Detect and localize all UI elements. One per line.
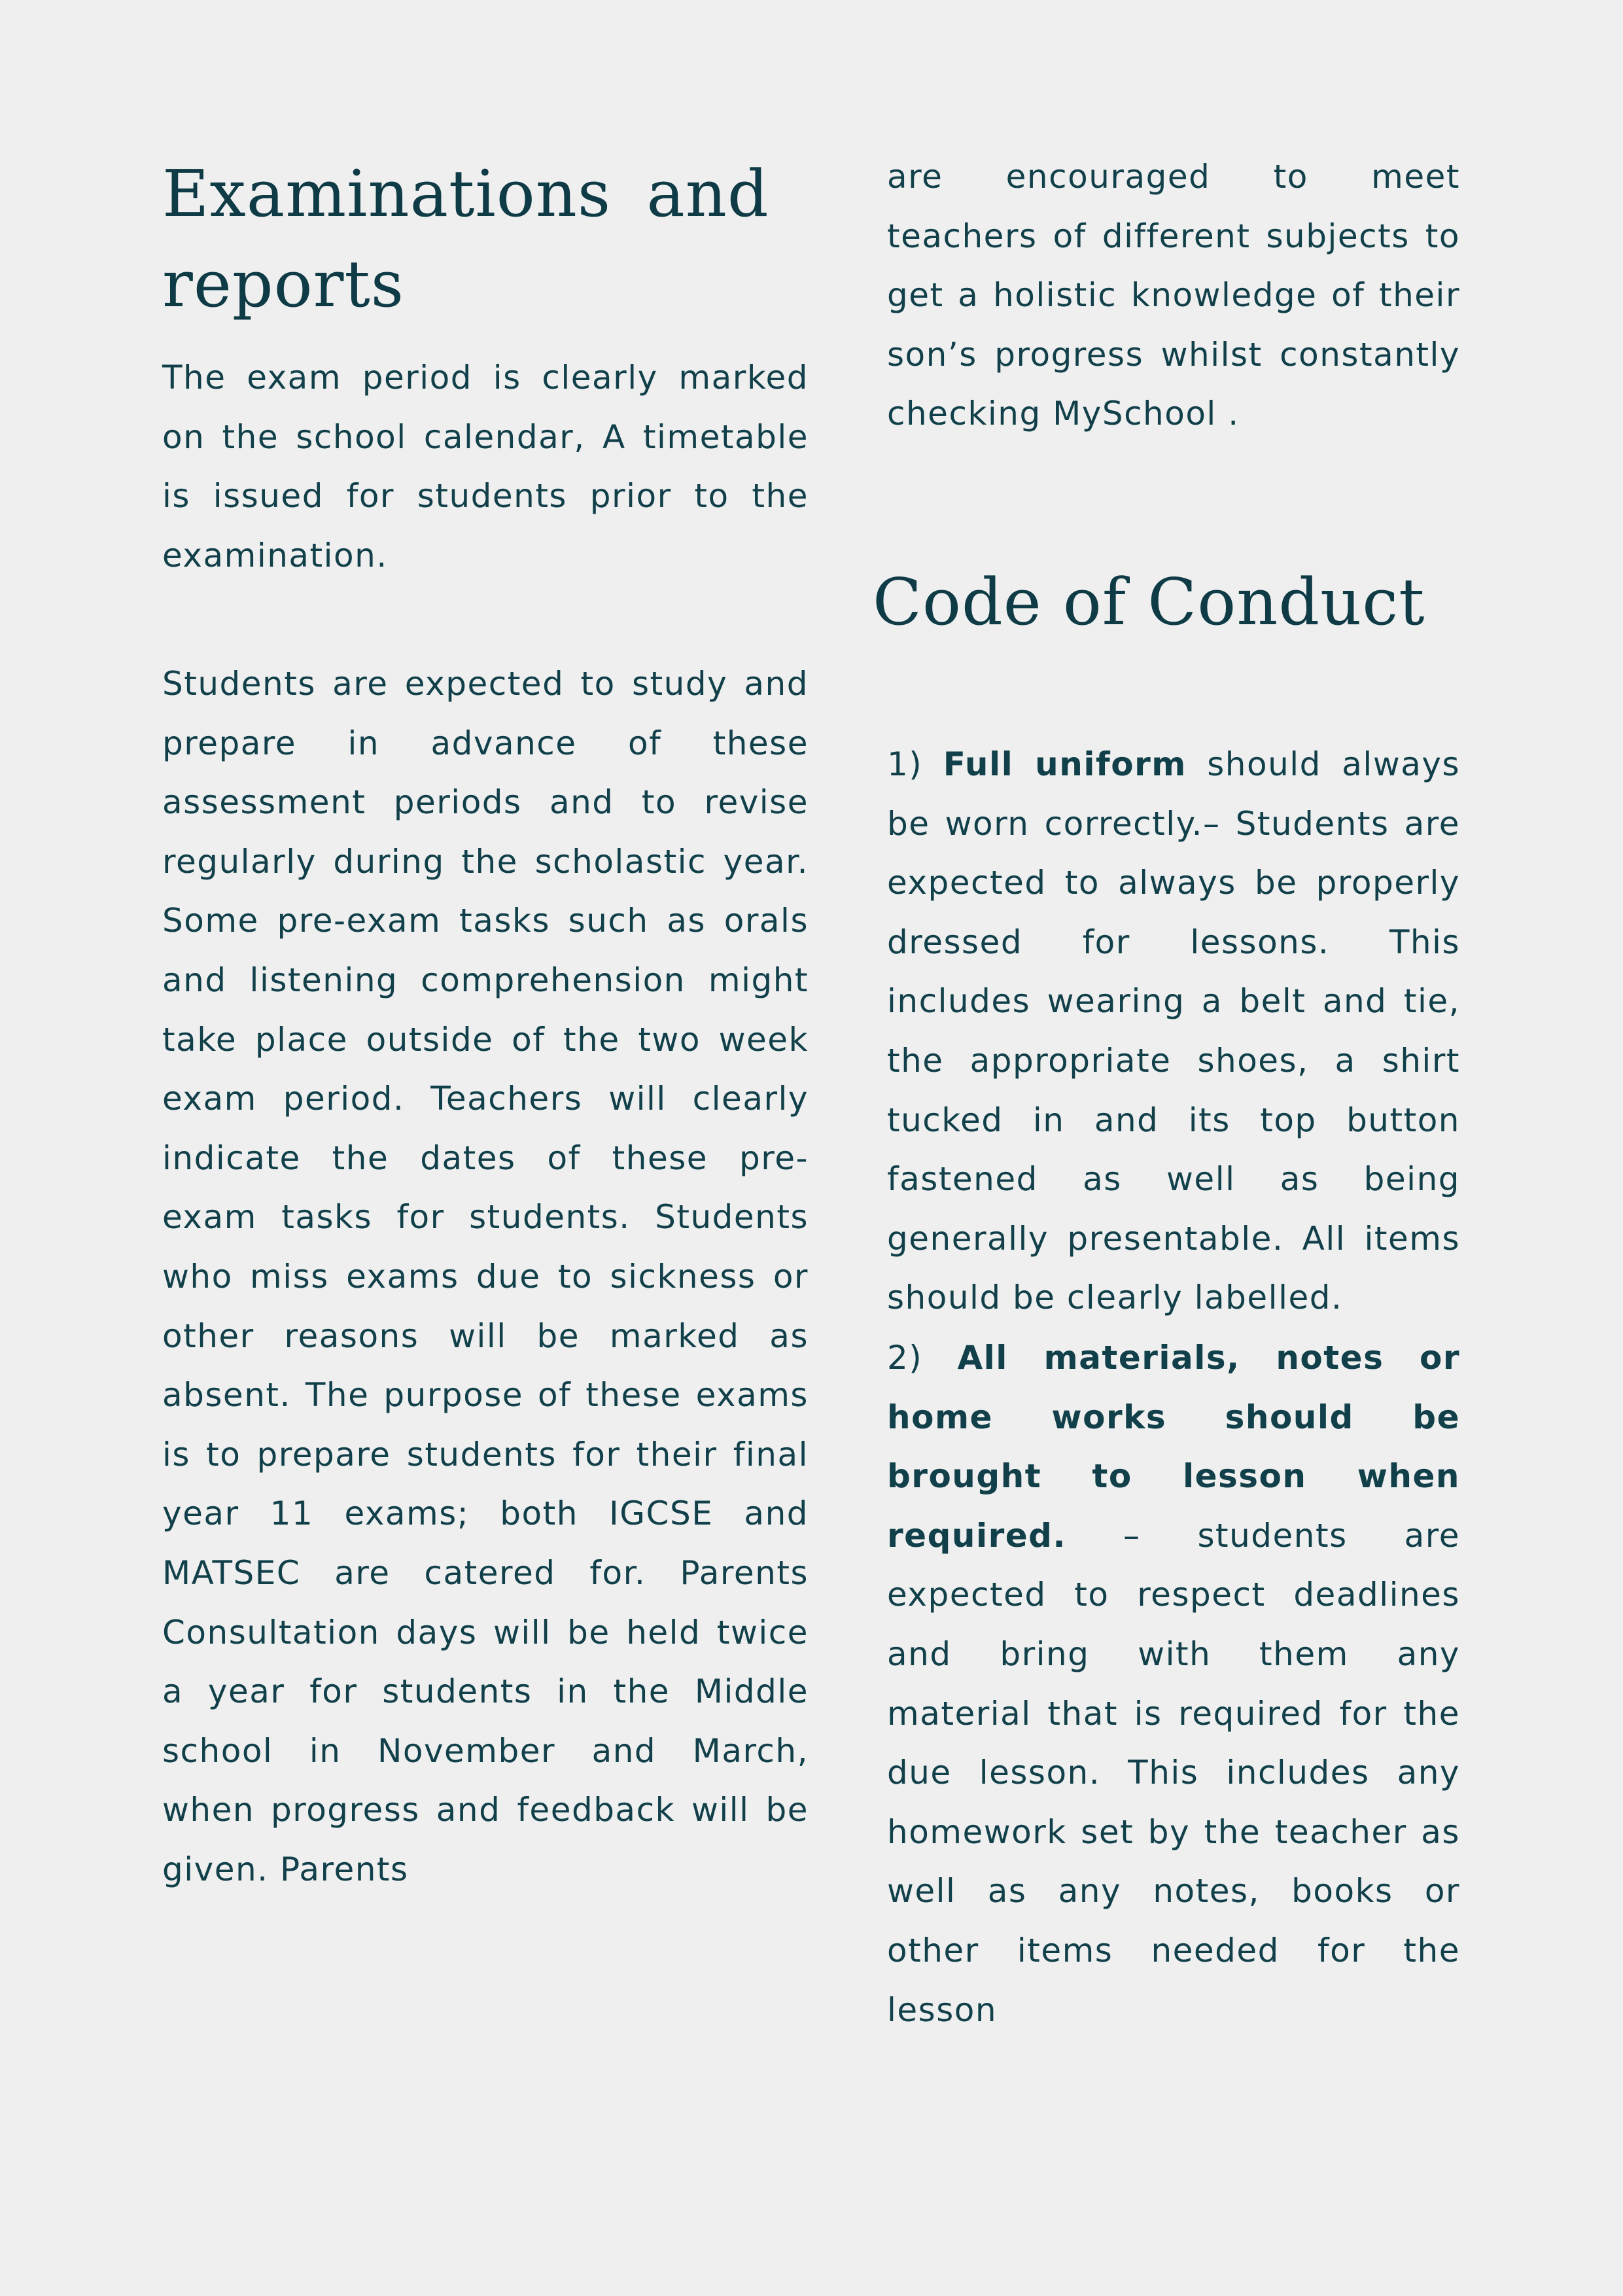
exam-period-paragraph: The exam period is clearly marked on the school calendar, A timetable is issued for students prior to the examination. bbox=[162, 359, 809, 574]
rule-item-materials bbox=[887, 1328, 1460, 2040]
rule-text: should always be worn correctly.– Students are expected to always be properly dressed for lessons. This includes wearing a belt and tie, the appropriate shoes, a shirt tucked in and its top button fastened as well as being generally presentable. All items should be clearly labelled. bbox=[887, 745, 1460, 1317]
rule-item-uniform bbox=[887, 735, 1460, 1328]
parents-continued-paragraph: are encouraged to meet teachers of different subjects to get a holistic knowledge of their son’s progress whilst constantly checking MySchool . bbox=[887, 158, 1460, 433]
code-of-conduct-heading: Code of Conduct bbox=[873, 565, 1425, 640]
rule-number: 1) bbox=[887, 745, 923, 783]
rule-number: 2) bbox=[887, 1339, 923, 1377]
examinations-heading: Examinations and reports bbox=[162, 157, 769, 322]
rule-text: – students are expected to respect deadlines and bring with them any material that is required for the due lesson. This includes any homework set by the teacher as well as any notes, books or other items needed for the lesson bbox=[887, 1516, 1460, 2029]
rule-bold-text: Full uniform bbox=[943, 745, 1187, 783]
students-expected-paragraph: Students are expected to study and prepare in advance of these assessment periods and to revise regularly during the scholastic year. Some pre-exam tasks such as orals and listening comprehension might take place outside of the two week exam period. Teachers will clearly indicate the dates of these pre- exam tasks for students. Students who miss exams due to sickness or other reasons will be marked as absent. The purpose of these exams is to prepare students for their final year 11 exams; both IGCSE and MATSEC are catered for. Parents Consultation days will be held twice a year for students in the Middle school in November and March, when progress and feedback will be given. Parents bbox=[162, 665, 809, 1888]
rule-bold-text: All materials, notes or home works should be brought to lesson when required. bbox=[887, 1339, 1460, 1555]
